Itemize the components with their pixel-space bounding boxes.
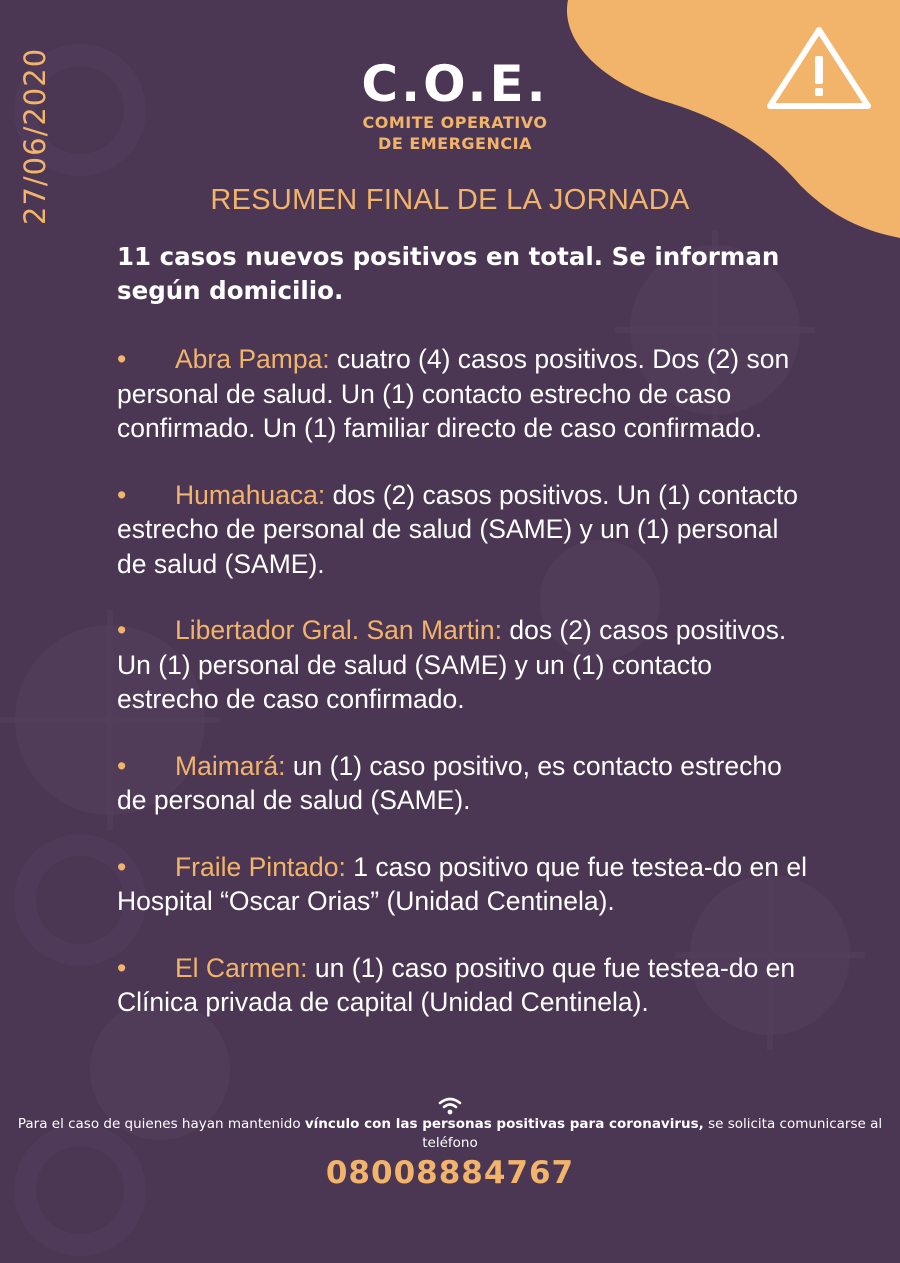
logo-main-text: C.O.E. <box>361 55 549 113</box>
date-label: 27/06/2020 <box>18 47 52 225</box>
item-place: Fraile Pintado: <box>175 851 346 882</box>
bullet: • <box>117 952 127 983</box>
list-item <box>117 749 807 818</box>
bullet: • <box>117 851 127 882</box>
footer <box>0 1095 900 1191</box>
page-title: RESUMEN FINAL DE LA JORNADA <box>210 184 690 216</box>
item-place: Humahuaca: <box>175 479 326 510</box>
item-place: Maimará: <box>175 750 286 781</box>
phone-number[interactable]: 08008884767 <box>325 1155 575 1191</box>
footer-note-a: Para el caso de quienes hayan mantenido <box>17 1116 305 1132</box>
item-place: Abra Pampa: <box>175 344 330 374</box>
lead-paragraph: 11 casos nuevos positivos en total. Se informan según domicilio. <box>117 242 780 305</box>
item-place: El Carmen: <box>175 952 308 983</box>
item-place: Libertador Gral. San Martin: <box>175 615 502 645</box>
item-text: dos (2) casos positivos. Un (1) contacto estrecho de personal de salud (SAME) y un (1) personal de salud (SAME). <box>117 479 799 579</box>
item-text: un (1) caso positivo, es contacto estrecho de personal de salud (SAME). <box>117 750 782 815</box>
footer-note-c: se solicita comunicarse al teléfono <box>422 1116 883 1151</box>
list-item <box>117 342 807 446</box>
bullet: • <box>117 344 127 374</box>
bullet: • <box>117 479 127 510</box>
item-text: dos (2) casos positivos. Un (1) personal de salud (SAME) y un (1) contacto estrecho de caso confirmado. <box>117 615 787 714</box>
footer-note <box>0 1115 900 1153</box>
coe-logo <box>340 56 570 154</box>
warning-icon <box>764 24 874 112</box>
logo-sub-line2: DE EMERGENCIA <box>378 134 532 153</box>
footer-note-b: vínculo con las personas positivas para coronavirus, <box>304 1116 704 1132</box>
item-text: cuatro (4) casos positivos. Dos (2) son personal de salud. Un (1) contacto estrecho de caso confirmado. Un (1) familiar directo de caso confirmado. <box>117 344 790 443</box>
list-item <box>117 951 807 1020</box>
wifi-icon <box>437 1095 463 1117</box>
bullet: • <box>117 750 127 781</box>
logo-sub-line1: COMITE OPERATIVO <box>362 113 548 132</box>
item-text: un (1) caso positivo que fue testea-do en Clínica privada de capital (Unidad Centinela). <box>117 952 796 1017</box>
list-item <box>117 850 807 919</box>
case-list <box>117 342 807 1052</box>
list-item <box>117 613 807 717</box>
list-item <box>117 478 807 582</box>
item-text: 1 caso positivo que fue testea-do en el Hospital “Oscar Orias” (Unidad Centinela). <box>117 851 807 916</box>
bullet: • <box>117 615 127 645</box>
